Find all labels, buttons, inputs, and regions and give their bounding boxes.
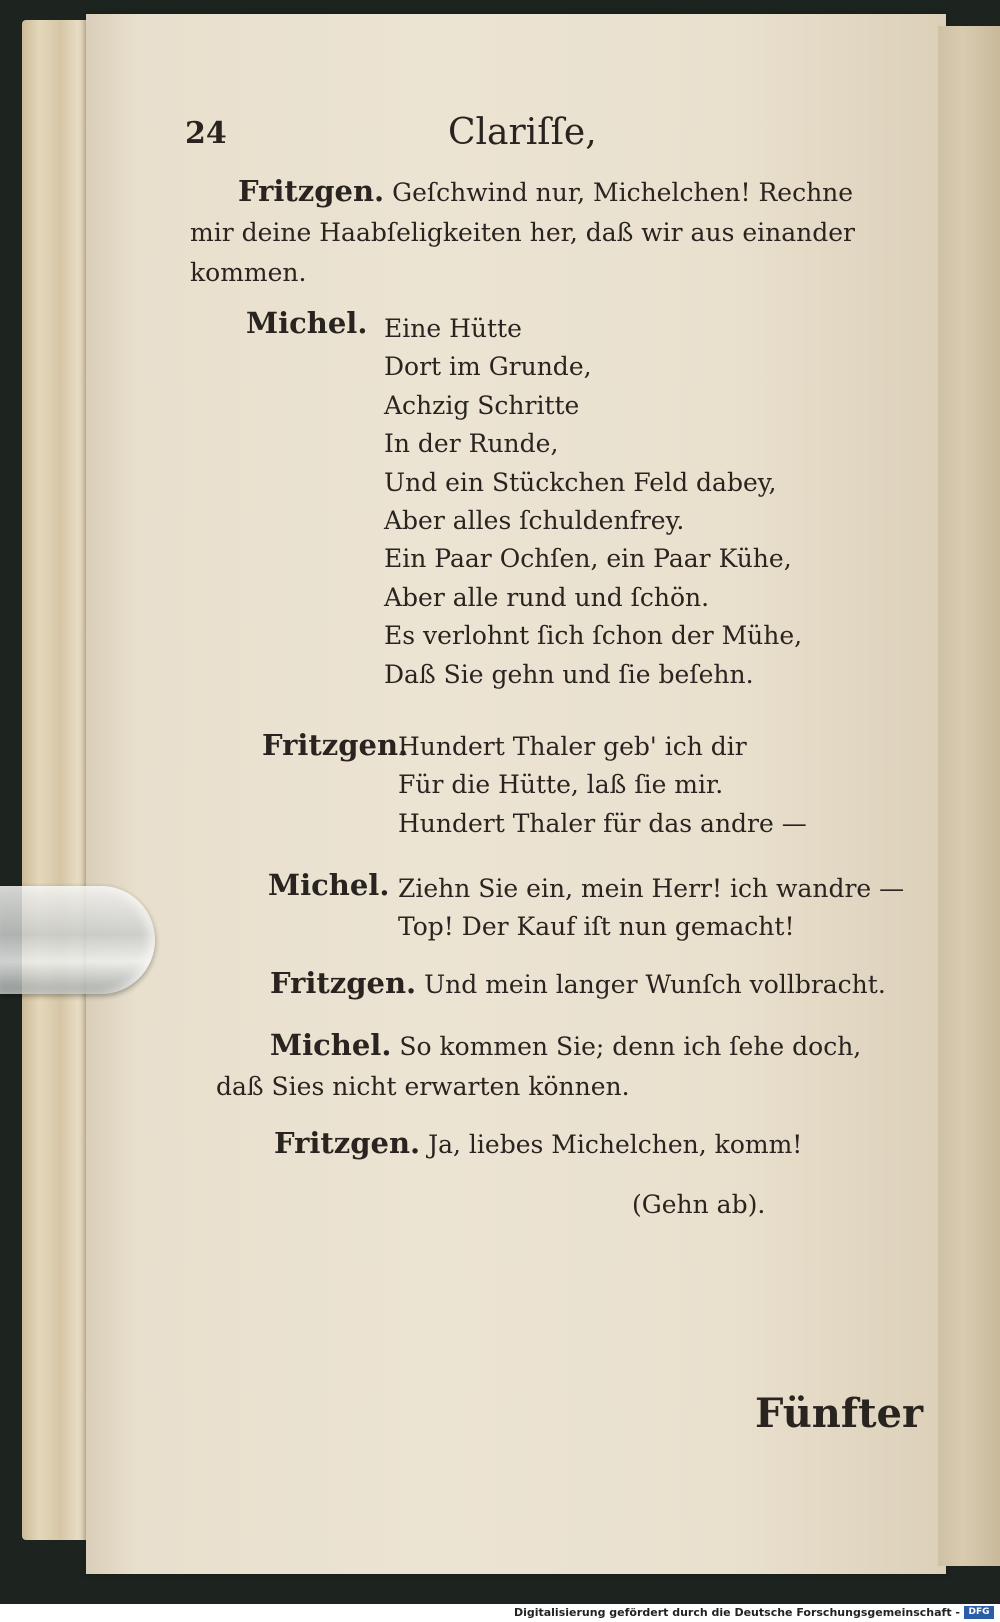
verse-line: Dort im Grunde, (384, 352, 592, 382)
speech-text: Ja, liebes Michelchen, komm! (428, 1130, 803, 1159)
verse-line: Daß Sie gehn und ſie beſehn. (384, 659, 754, 689)
verse-block (384, 310, 802, 694)
verse-line: Und ein Stückchen Feld dabey, (384, 467, 777, 497)
footer-bar (0, 1604, 1000, 1622)
speech-text: Geſchwind nur, Michelchen! Rechne (392, 178, 854, 207)
verse-block (398, 870, 904, 947)
speech-text: So kommen Sie; denn ich ſehe doch, (399, 1032, 862, 1061)
dialogue-line (270, 1026, 861, 1066)
verse-line: Hundert Thaler geb' ich dir (398, 732, 747, 761)
verse-line: In der Runde, (384, 429, 559, 459)
speech-text: daß Sies nicht erwarten können. (216, 1072, 630, 1101)
verse-block (398, 728, 807, 843)
page-holder-clip (0, 886, 155, 994)
dialogue-line (238, 172, 853, 212)
speech-text: mir deine Haabſeligkeiten her, daß wir aus einander (190, 218, 855, 247)
speaker-name: Fritzgen. (270, 966, 417, 1000)
verse-line: Eine Hütte (384, 314, 522, 343)
verse-line: Ziehn Sie ein, mein Herr! ich wandre — (398, 874, 905, 903)
footer-credit: Digitalisierung gefördert durch die Deutsche Forschungsgemeinschaft - (513, 1606, 960, 1619)
speaker-name: Michel. (270, 1028, 392, 1062)
speaker-name: Michel. (246, 306, 368, 340)
verse-line: Top! Der Kauf iſt nun gemacht! (398, 912, 795, 942)
verse-line: Ein Paar Ochſen, ein Paar Kühe, (384, 544, 792, 574)
running-title: Clariſſe, (448, 112, 597, 153)
book-page-edge-right (938, 26, 1000, 1566)
speaker-name: Fritzgen. (262, 728, 409, 762)
verse-line: Es verlohnt ſich ſchon der Mühe, (384, 621, 803, 651)
verse-line: Hundert Thaler für das andre — (398, 808, 807, 838)
book-page-edges-left (22, 20, 92, 1540)
verse-line: Für die Hütte, laß ſie mir. (398, 770, 724, 800)
dialogue-line (270, 964, 886, 1004)
verse-line: Achzig Schritte (384, 390, 580, 420)
verse-line: Und mein langer Wunſch vollbracht. (424, 970, 886, 999)
verse-line: Aber alle rund und ſchön. (384, 582, 710, 612)
speech-text: kommen. (190, 258, 307, 287)
speaker-name: Fritzgen. (274, 1126, 421, 1160)
stage-direction: (Gehn ab). (632, 1190, 766, 1219)
page-number: 24 (185, 116, 227, 151)
speaker-name: Michel. (268, 868, 390, 902)
catchword: Fünfter (755, 1390, 924, 1437)
speaker-name: Fritzgen. (238, 174, 385, 208)
dialogue-line (274, 1124, 802, 1164)
dfg-logo: DFG (964, 1606, 994, 1619)
verse-line: Aber alles ſchuldenfrey. (384, 506, 685, 536)
